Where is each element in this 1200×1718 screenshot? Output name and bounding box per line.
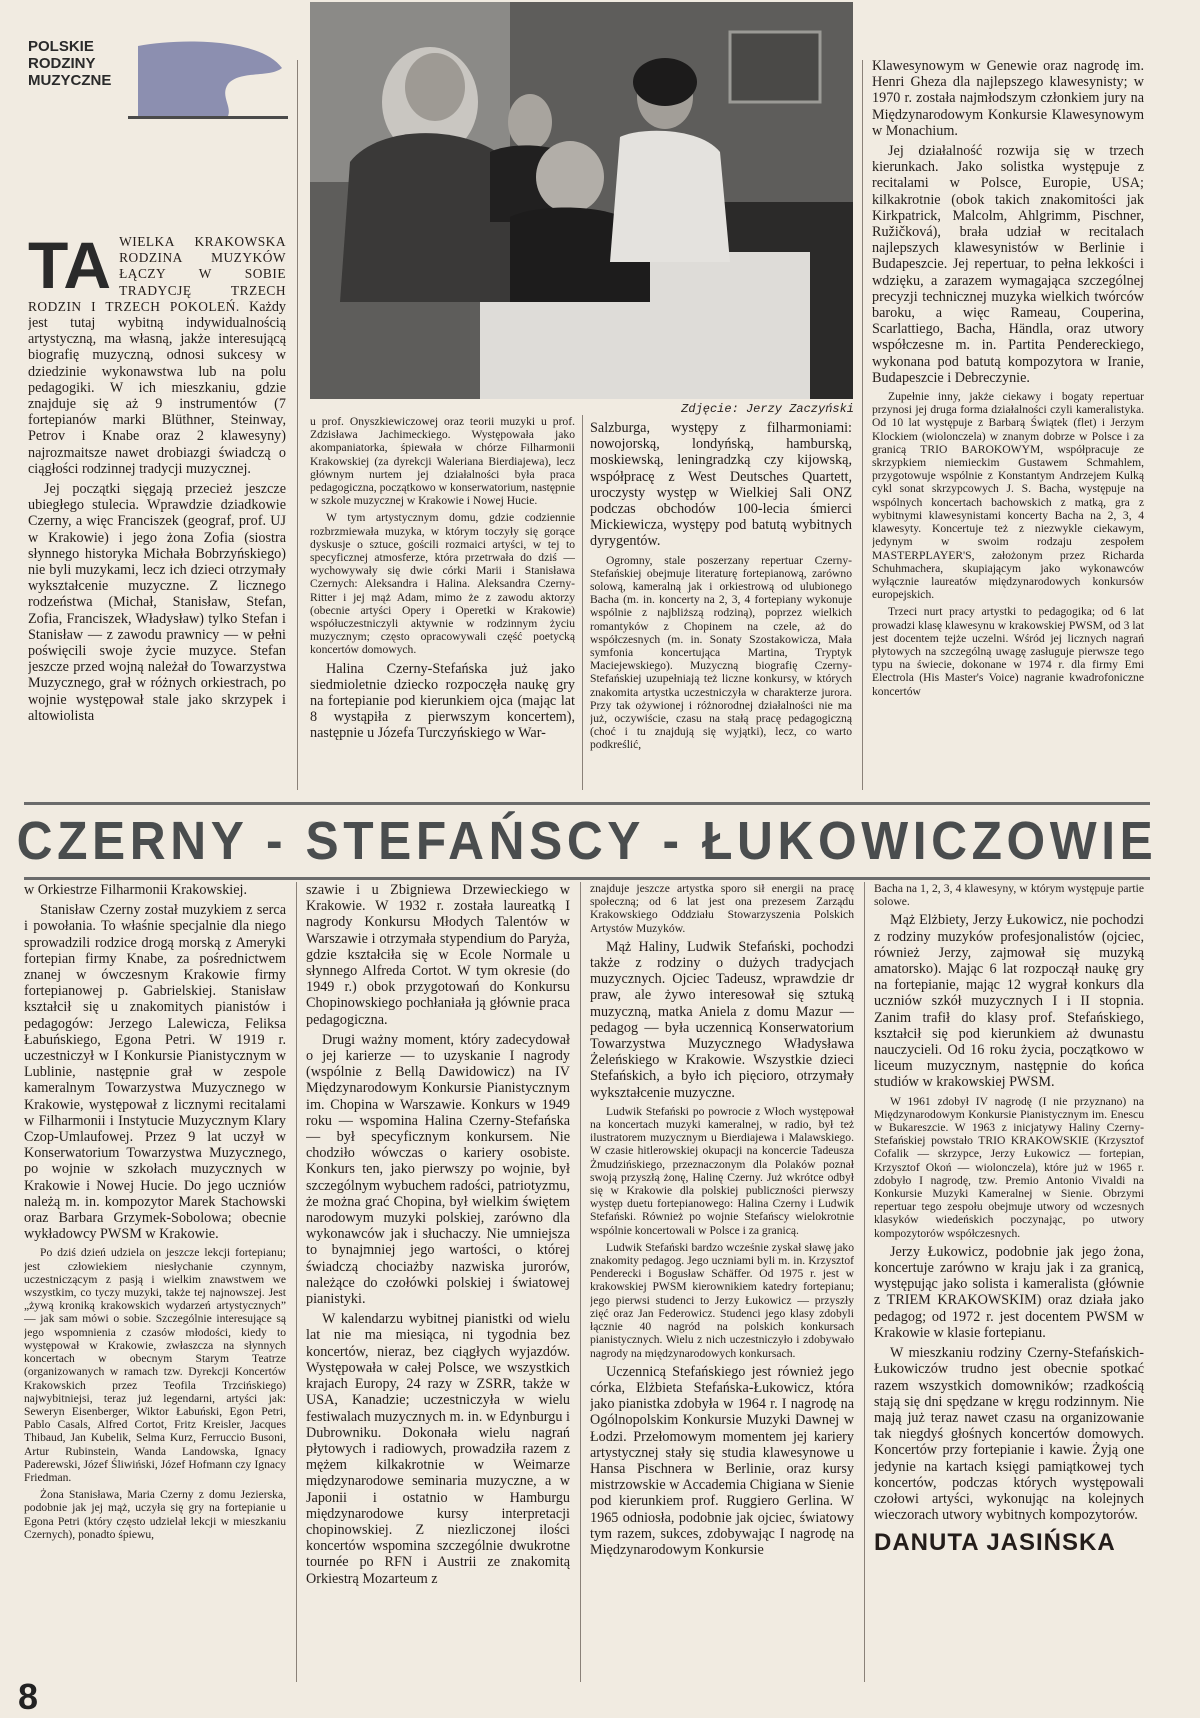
b3-paragraph: Uczennicą Stefańskiego jest również jego córka, Elżbieta Stefańska-Łukowicz, która jako pianistka zdobyła w 1964 r. I nagrodę na Ogólnopolskim Konkursie Muzyki Dawnej w Łodzi. Przełomowym momentem jej kariery artystycznej stały się studia klawesynowe u Hansa Pischnera w Berlinie, oraz kursy mistrzowskie w Accademia Chigiana w Sienie pod kierunkiem prof. Ruggiero Gerlina. W 1965 odniosła, podobnie jak ojciec, światowy tym razem, sukces, zdobywając I nagrodę na Międzynarodowym Konkursie <box>590 1363 854 1558</box>
series-label-line-2: RODZINY <box>28 55 96 72</box>
b3-paragraph: Mąż Haliny, Ludwik Stefański, pochodzi także z rodziny o dużych tradycjach muzycznych. Ojciec Tadeusz, wprawdzie dr praw, ale żywo interesował się sztuką muzyczną, matka Aniela z domu Mazur — pedagog — była uczennicą Konserwatorium Towarzystwa Muzycznego Władysława Żeleńskiego w Krakowie. Wszystkie dzieci Stefańskich, a było ich pięcioro, otrzymały wykształcenie muzyczne. <box>590 938 854 1101</box>
b1-paragraph: Stanisław Czerny został muzykiem z serca i powołania. To właśnie specjalnie dla niego sprowadzili rodzice drogą morską z Ameryki fortepian firmy Knabe, za pośrednictwem znanej w ówczesnym Krakowie firmy fortepianowej p. Gabrielskiej. Stanisław kształcił się u znakomitych pianistów i pedagogów: Jerzego Lalewicza, Feliksa Łabuńskiego, Egona Petri. W 1919 r. uczestniczył w I Konkursie Pianistycznym w Lublinie, następnie grał w zespole kameralnym Towarzystwa Muzycznego w Krakowie, występował z licznymi recitalami w Filharmonii i Instytucie Muzycznym Klary Czop-Umlaufowej. Przez 9 lat uczył w Konserwatorium Towarzystwa Muzycznego, po wojnie w szkołach muzycznych w Krakowie i Nowej Hucie. Do jego uczniów należą m. in. kompozytor Marek Stachowski oraz Barbara Grzymek-Sobolowa; obecnie wykładowcy PWSM w Krakowie. <box>24 902 286 1243</box>
series-label-line-1: POLSKIE <box>28 38 94 55</box>
col3 <box>590 420 852 795</box>
column-divider <box>580 882 581 1682</box>
b2-paragraph: W kalendarzu wybitnej pianistki od wielu lat nie ma miesiąca, ni tygodnia bez koncertów, nieraz, bez ciągłych wyjazdów. Występowała w całej Polsce, we wszystkich krajach Europy, 24 razy w ZSRR, także w USA, Kanadzie; uczestniczyła w wielu festiwalach muzycznych m. in. w Edynburgu i Dubrowniku. Dokonała wielu nagrań płytowych i radiowych, prowadziła razem z mężem kilkakrotnie w Weimarze międzynarodowe seminaria muzyczne, a w Japonii i ostatnio w Hamburgu międzynarodowe kursy interpretacji chopinowskiej. Z niezliczonej ilości koncertów wspomina szczególnie dwukrotne tournée po RFN i Austrii ze znakomitą Orkiestrą Mozarteum z <box>306 1311 570 1587</box>
bottom-col4 <box>874 882 1144 1682</box>
photo-caption: Zdjęcie: Jerzy Zaczyński <box>681 402 854 416</box>
col4 <box>872 58 1144 793</box>
intro-dropcap: TA <box>28 234 112 302</box>
col2 <box>310 415 575 795</box>
b4-paragraph: Bacha na 1, 2, 3, 4 klawesyny, w którym występuje partie solowe. <box>874 882 1144 909</box>
column-divider <box>864 882 865 1682</box>
series-label <box>28 38 111 89</box>
b4-paragraph: W 1961 zdobył IV nagrodę (I nie przyznano) na Międzynarodowym Konkursie Pianistycznym im. Enescu w Bukareszcie. W 1963 z inicjatywy Haliny Czerny-Stefańskiej powstało TRIO KRAKOWSKIE (Krzysztof Cofalik — skrzypce, Jerzy Łukowicz — fortepian, Krzysztof Okoń — wiolonczela), które już w 1965 r. zdobyło I nagrodę, tzw. Premio Antonio Vivaldi na Konkursie Muzyki Kameralnej w Sienie. Obrzymi repertuar tego zespołu obejmuje utwory od wczesnych klasyków wiedeńskich poczynając, po utwory kompozytorów współczesnych. <box>874 1094 1144 1240</box>
b1-paragraph: Po dziś dzień udziela on jeszcze lekcji fortepianu; jest człowiekiem niesłychanie czynnym, uczestniczącym z pasją i wielkim znawstwem we wszystkim, co tyczy muzyki, także tej najnowszej. Jest „żywą kroniką krakowskich wydarzeń artystycznych” — jak sam mówi o sobie. Szczególnie interesujące są jego wspomnienia z czasów młodości, kiedy to występował w Krakowie, zwłaszcza na słynnych koncertach w obecnym Starym Teatrze (organizowanych w ramach tzw. Dyrekcji Koncertów Krakowskich przez Teofila Trzcińskiego) najwybitniejsi, teraz już legendarni, artyści jak: Seweryn Eisenberger, Wiktor Łabuński, Egon Petri, Pablo Casals, Alfred Cortot, Fritz Kreisler, Jacques Thibaud, Jan Kubelik, Selma Kurz, Ferruccio Busoni, Artur Rubinstein, Wanda Landowska, Ignacy Paderewski, Józef Śliwiński, Józef Hofmann czy Ignacy Friedman. <box>24 1246 286 1484</box>
column-divider <box>296 882 297 1682</box>
grand-piano-icon <box>120 38 290 123</box>
b3-paragraph: znajduje jeszcze artystka sporo sił energii na pracę społeczną; od 6 lat jest ona prezesem Zarządu Krakowskiego Oddziału Stowarzyszenia Polskich Artystów Muzyków. <box>590 882 854 935</box>
column-divider <box>297 60 298 790</box>
col3-paragraph: Salzburga, występy z filharmoniami: nowojorską, londyńską, hamburską, moskiewską, leningradzką czy kijowską, współpracę z West Deutsches Quartett, uroczysty występ w Wielkiej Sali ONZ podczas obchodów 100-lecia śmierci Mickiewicza, występy pod batutą wybitnych dyrygentów. <box>590 420 852 550</box>
col4-paragraph: Klawesynowym w Genewie oraz nagrodę im. Henri Gheza dla najlepszego klawesynisty; w 1970 r. została najmłodszym członkiem jury na Międzynarodowym Konkursie Klawesynowym w Monachium. <box>872 58 1144 139</box>
intro-caps: WIELKA KRAKOWSKA RODZINA MUZYKÓW ŁĄCZY W SOBIE TRADYCJĘ TRZECH RODZIN I TRZECH POKOLEŃ. <box>28 234 286 314</box>
photo-illustration <box>310 2 853 399</box>
headline: CZERNY - STEFAŃSCY - ŁUKOWICZOWIE <box>16 811 1158 871</box>
col2-paragraph: Halina Czerny-Stefańska już jako siedmioletnie dziecko rozpoczęła naukę gry na fortepianie pod kierunkiem ojca (mając lat 8 wystąpiła z pierwszym koncertem), następnie u Józefa Turczyńskiego w War- <box>310 660 575 742</box>
col4-paragraph: Trzeci nurt pracy artystki to pedagogika; od 6 lat prowadzi klasę klawesynu w krakowskiej PWSM, od 3 lat jest docentem tejże uczelni. Wśród jej licznych nagrań płytowych na szczególną uwagę zasługuje pierwsze tego typu na świecie, dokonane w 1974 r. dla firmy Emi Electrola (His Master's Voice) nagranie kwadrofoniczne koncertów <box>872 605 1144 698</box>
family-photo <box>310 2 853 399</box>
b2-paragraph: Drugi ważny moment, który zadecydował o jej karierze — to uzyskanie I nagrody (wspólnie z Bellą Dawidowicz) na IV Międzynarodowym Konkursie Pianistycznym im. Chopina w Warszawie. Konkurs w 1949 roku — wspomina Halina Czerny-Stefańska — był specyficznym konkursem. Nie chodziło wówczas o kariery osobiste. Konkurs ten, jako pierwszy po wojnie, był szczególnym wybuchem radości, patriotyzmu, że można grać Chopina, był wielkim świętem narodowym muzyki polskiej, zarówno dla wykonawców jak i słuchaczy. Nie umniejsza to bynajmniej jego wartości, o której świadczą chociażby nazwiska jurorów, należące do czołówki polskiej i światowej pianistyki. <box>306 1031 570 1308</box>
headline-box <box>16 802 1158 880</box>
b1-paragraph: w Orkiestrze Filharmonii Krakowskiej. <box>24 882 248 898</box>
col4-paragraph: Zupełnie inny, jakże ciekawy i bogaty repertuar przynosi jej druga forma działalności czyli kameralistyka. Od 10 lat występuje z Barbarą Świątek (flet) i Jerzym Klockiem (wiolonczela) w znanym dobrze w Polsce i za granicą TRIO BAROKOWYM, współpracuje ze skrzypkiem niemieckim Gustawem Schmahlem, przygotowuje wspólnie z Konstantym Andrzejem Kulką cykl sonat skrzypcowych J. S. Bacha, występuje na wspólnych koncertach bachowskich z matką, gra z wybitnymi klawesynistami koncerty Bacha na 2, 3, 4 klawesyty. Koncertuje też z niezwykle ciekawym, jedynym w swoim rodzaju zespołem MASTERPLAYER'S, założonym przez Richarda Schuhmachera, skupiającym jako wykonawców wyłącznie laureatów międzynarodowych konkursów europejskich. <box>872 390 1144 602</box>
column-divider <box>582 415 583 790</box>
col4-paragraph: Jej działalność rozwija się w trzech kierunkach. Jako solistka występuje z recitalami w Polsce, Europie, USA; kilkakrotnie (obok takich znakomitości jak Kirkpatrick, Malcolm, Ahlgrimm, Pischner, Ružičková), brała udział w recitalach najlepszych klawesynistów w Berlinie i Budapeszcie. Jej repertuar, to pełna lekkości i wdzięku, a zarazem wymagająca szczególnej precyzji technicznej muzyka wielkich twórców baroku, a więc Rameau, Couperina, Scarlattiego, Bacha, Händla, oraz utwory współczesne m. in. Partita Pendereckiego, wykonana pod batutą kompozytora w Iranie, Budapeszcie i Debreczynie. <box>872 143 1144 386</box>
intro-column <box>28 234 286 728</box>
col2-paragraph: W tym artystycznym domu, gdzie codziennie rozbrzmiewała muzyka, w którym toczyły się gorące dyskusje o sztuce, gościli rozmaici artyści, w tej to specyficznej atmosferze, która przetrwała do dziś — wychowywały się dwie córki Marii i Stanisława Czernych: Aleksandra i Halina. Aleksandra Czerny-Ritter i jej mąż Adam, mimo że z zawodu aktorzy (obecnie artyści Opery i Operetki w Krakowie) współuczestniczyli aktywnie w rodzinnym życiu muzycznym; często opracowywali część poetycką koncertów domowych. <box>310 511 575 657</box>
intro-paragraph <box>28 234 286 477</box>
series-label-line-3: MUZYCZNE <box>28 72 112 89</box>
b1-paragraph: Żona Stanisława, Maria Czerny z domu Jezierska, podobnie jak jej mąż, uczyła się gry na fortepianie u Egona Petri (który często udzielał lekcji w mieszkaniu Czernych), ponadto śpiewu, <box>24 1488 286 1541</box>
b3-paragraph: Ludwik Stefański bardzo wcześnie zyskał sławę jako znakomity pedagog. Jego uczniami byli m. in. Krzysztof Penderecki i Bogusław Schäffer. Od 1975 r. jest w krakowskiej PWSM kierownikiem katedry fortepianu; jego pierwsi studenci to Jerzy Łukowicz — przyszły zięć oraz Jan Federowicz. Studenci jego klasy zdobyli łącznie 40 nagród na polskich konkursach pianistycznych. Wielu z nich uczestniczyło i zdobywało nagrody na międzynarodowych konkursach. <box>590 1240 854 1360</box>
col1-paragraph: Jej początki sięgają przecież jeszcze ubiegłego stulecia. Wprawdzie dziadkowie Czerny, a więc Franciszek (geograf, prof. UJ w Krakowie) i jego żona Zofia (siostra słynnego historyka Michała Bobrzyńskiego) nie byli muzykami, lecz ich dzieci otrzymały wykształcenie muzyczne. Z licznego rodzeństwa (Michał, Stanisław, Stefan, Zofia, Franciszek, Władysław) tylko Stefan i Stanisław — z zawodu prawnicy — w pełni poświęcili swoje życie muzyce. Stefan jeszcze przed wojną należał do Towarzystwa Muzycznego, grał w różnych orkiestrach, po wojnie występował stale jako skrzypek i altowiolista <box>28 481 286 724</box>
b4-paragraph: Mąż Elżbiety, Jerzy Łukowicz, nie pochodzi z rodziny muzyków profesjonalistów (ojciec, również Jerzy, zajmował się muzyką amatorsko). Mając 6 lat rozpoczął naukę gry na fortepianie, mając 12 wygrał konkurs dla uczniów szkół muzycznych I i II stopnia. Zanim trafił do klasy prof. Stefańskiego, kształcił się pod kierunkiem aż dwunastu nauczycieli. Od 16 roku życia, początkowo w liceum muzycznym, następnie do końca studiów w krakowskiej PWSM. <box>874 912 1144 1091</box>
bottom-col1 <box>24 882 286 1672</box>
author-signature: DANUTA JASIŃSKA <box>874 1529 1116 1557</box>
column-divider <box>862 60 863 790</box>
b2-paragraph: szawie i u Zbigniewa Drzewieckiego w Krakowie. W 1932 r. została laureatką I nagrody Konkursu Młodych Talentów w Warszawie i otrzymała stypendium do Paryża, gdzie kształciła się w Ecole Normale u słynnego Alfreda Cortot. W tym okresie (do 1949 r.) obok przygotowań do Konkursu Chopinowskiego pochłaniała ją głównie praca pedagogiczna. <box>306 882 570 1028</box>
col2-paragraph: u prof. Onyszkiewiczowej oraz teorii muzyki u prof. Zdzisława Jachimeckiego. Występowała jako akompaniatorka, śpiewała w chórze Filharmonii Krakowskiej (za dyrekcji Waleriana Bierdiajewa), lecz głównym nurtem jej działalności była praca pedagogiczna, początkowo w konserwatorium, następnie w szkole muzycznej w Krakowie i Nowej Hucie. <box>310 415 575 508</box>
page-number: 8 <box>18 1676 39 1717</box>
b4-paragraph: Jerzy Łukowicz, podobnie jak jego żona, koncertuje zarówno w kraju jak i za granicą, występując jako solista i kameralista (głównie z TRIEM KRAKOWSKIM) oraz działa jako pedagog; od 1972 r. jest docentem PWSM w Krakowie w klasie fortepianu. <box>874 1243 1144 1341</box>
intro-rest: Każdy jest tutaj wybitną indywidualnością artystyczną, ma własną, jakże interesującą biografię muzyczną, odnosi sukcesy w dziedzinie wykonawstwa lub na polu pedagogiki. W ich mieszkaniu, gdzie znajduje się aż 9 instrumentów (7 fortepianów marki Blüthner, Steinway, Petrov i Knabe oraz 2 klawesyny) najrozmaitsze nawet drobiazgi świadczą o ciągłości rodzinnej tradycji muzycznej. <box>28 298 286 477</box>
col3-paragraph: Ogromny, stale poszerzany repertuar Czerny-Stefańskiej obejmuje literaturę fortepianową, zarówno solową, kameralną jak i orkiestrową od ulubionego Bacha (m. in. koncerty na 2, 3, 4 fortepiany wykonuje wspólnie z najbliższą rodziną), poprzez wielkich romantyków z Chopinem na czele, aż do współczesnych (m. in. Sonaty Szostakowicza, Mała symfonia koncertująca Martina, Tryptyk Maciejewskiego). Muzyczną biografię Czerny-Stefańskiej uzupełniają też liczne konkursy, w których znakomita artystka uczestniczyła w charakterze jurora. Przy tak ożywionej i różnorodnej działalności nie ma już, oczywiście, czasu na stałą pracę pedagogiczną (choć i tu znajdują się wyjątki), lecz, co warto podkreślić, <box>590 553 852 752</box>
bottom-col3 <box>590 882 854 1682</box>
b3-paragraph: Ludwik Stefański po powrocie z Włoch występował na koncertach muzyki kameralnej, w radio, był też ilustratorem muzycznym u Bierdiajewa i Malawskiego. W czasie hitlerowskiej okupacji na koncercie Tadeusza Żmudzińskiego, przeznaczonym dla Polaków poznał swoją przyszłą żonę, Halinę Czerny. Już wkrótce odbył się w Krakowie dla polskiej publiczności pierwszy występ duetu fortepianowego: Halina Czerny i Ludwik Stefański. Również po wojnie Stefańscy wielokrotnie wspólnie koncertowali w Polsce i za granicą. <box>590 1104 854 1237</box>
bottom-col2 <box>306 882 570 1682</box>
b4-paragraph: W mieszkaniu rodziny Czerny-Stefańskich-Łukowiczów trudno jest obecnie spotkać razem wszystkich domowników; rzadkością stają się dni spędzane w kręgu rodzinnym. Nie mają już teraz nawet czasu na organizowanie tak niegdyś głośnych koncertów domowych. Koncertów przy fortepianie i kawie. Żyją one jedynie na kartach księgi pamiątkowej tych koncertów, podczas których występowali czołowi artyści, wykonując na kolejnych wieczorach utwory wybitnych kompozytorów. <box>874 1345 1144 1524</box>
